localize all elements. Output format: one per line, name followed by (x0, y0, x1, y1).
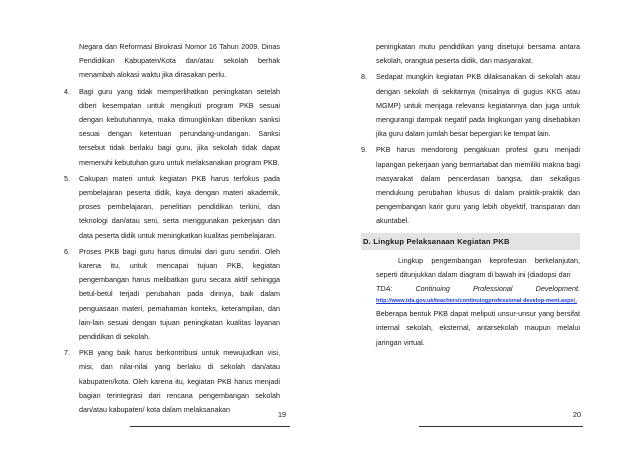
item-number: 4. (64, 86, 70, 96)
item-number: 5. (64, 173, 70, 183)
left-continuation-text: Negara dan Reformasi Birokrasi Nomor 16 Tahun 2009. Dinas Pendidikan Kabupaten/Kota dan/atau sekolah berhak menambah alokasi waktu jika dirasakan perlu. (79, 42, 280, 80)
ref-word: Continuing (415, 284, 450, 294)
left-column (64, 40, 280, 419)
item-text: PKB yang baik harus berkontribusi untuk mewujudkan visi, misi, dan nilai-nilai yang berlaku di sekolah dan/atau kabupaten/kota. Oleh karena itu, kegiatan PKB harus menjadi bagian terintegrasi dari rencana pengembangan sekolah dan/atau kabupaten/ kota dalam melaksanakan (79, 348, 280, 415)
scope-paragraph: Lingkup pengembangan keprofesian berkelanjutan, seperti ditunjukkan dalam diagram di bawah ini (diadopsi dari (376, 255, 580, 279)
list-item (361, 70, 580, 141)
ref-word: Development. (535, 284, 580, 294)
ref-word: TDA: (376, 284, 393, 294)
page-right (319, 0, 638, 452)
list-item (64, 172, 280, 243)
reference-link-line (376, 296, 580, 307)
section-heading: D. Lingkup Pelaksanaan Kegiatan PKB (361, 233, 580, 250)
reference-line (376, 282, 580, 296)
left-numbered-list (64, 85, 280, 418)
right-column (361, 40, 580, 350)
footer-rule-left (130, 426, 290, 427)
list-item (64, 346, 280, 417)
item-number: 6. (64, 246, 70, 256)
page-number-left: 19 (278, 410, 286, 419)
list-item (64, 85, 280, 170)
ref-word: Professional (472, 284, 513, 294)
reference-link[interactable]: http://www.tda.gov.uk/teachers/continuingprofessional develop-ment.aspx (376, 298, 574, 305)
item-number: 7. (64, 348, 70, 358)
item-text: Proses PKB bagi guru harus dimulai dari guru sendiri. Oleh karena itu, untuk mencapai tujuan PKB, kegiatan pengembangan harus melibatkan guru secara aktif sehingga betul-betul terjadi perubahan pada dirinya, baik dalam penguasaan materi, pemahaman konteks, keterampilan, dan lain-lain sesuai dengan tujuan peningkatan kualitas layanan pendidikan di sekolah. (79, 246, 280, 342)
item-number: 8. (361, 72, 367, 82)
forms-paragraph: Beberapa bentuk PKB dapat meliputi unsur-unsur yang bersifat internal sekolah, eksternal, antarsekolah maupun melalui jaringan virtual. (376, 309, 580, 347)
list-item (64, 245, 280, 344)
link-suffix: ). (573, 298, 578, 305)
item-text: Bagi guru yang tidak memperlihatkan peningkatan setelah diberi kesempatan untuk mengikuti program PKB sesuai dengan kebutuhannya, maka dimungkinkan diberikan sanksi sesuai dengan ketentuan perundang-undangan. Sanksi tersebut tidak berlaku bagi guru, jika sekolah tidak dapat memenuhi kebutuhan guru untuk melaksanakan program PKB. (79, 86, 280, 167)
item-text: Sedapat mungkin kegiatan PKB dilaksanakan di sekolah atau dengan sekolah di sekitarnya (misalnya di gugus KKG atau MGMP) untuk menjaga relevansi kegiatannya dan juga untuk mengurangi dampak negatif pada lingkungan yang disebabkan jika guru dalam jumlah besar bepergian ke tempat lain. (376, 72, 580, 139)
page-number-right: 20 (573, 410, 581, 419)
right-continuation-text: peningkatan mutu pendidikan yang disetujui bersama antara sekolah, orangtua peserta didik, dan masyarakat. (376, 42, 580, 66)
footer-rule-right (419, 426, 583, 427)
item-text: Cakupan materi untuk kegiatan PKB harus terfokus pada pembelajaran peserta didik, kaya dengan materi akademik, proses pembelajaran, penelitian pendidikan terkini, dan teknologi dan/atau seni, serta menggunakan pekerjaan dan data peserta didik untuk meningkatkan kualitas pembelajaran. (79, 173, 280, 240)
right-numbered-list (361, 70, 580, 228)
item-text: PKB harus mendorong pengakuan profesi guru menjadi lapangan pekerjaan yang bermartabat dan memiliki makna bagi masyarakat dalam pencerdasan bangsa, dan sekaligus mendukung perubahan khusus di dalam praktik-praktik dan pengembangan karir guru yang lebih obyektif, transparan dan akuntabel. (376, 145, 580, 226)
item-number: 9. (361, 145, 367, 155)
list-item (361, 143, 580, 228)
